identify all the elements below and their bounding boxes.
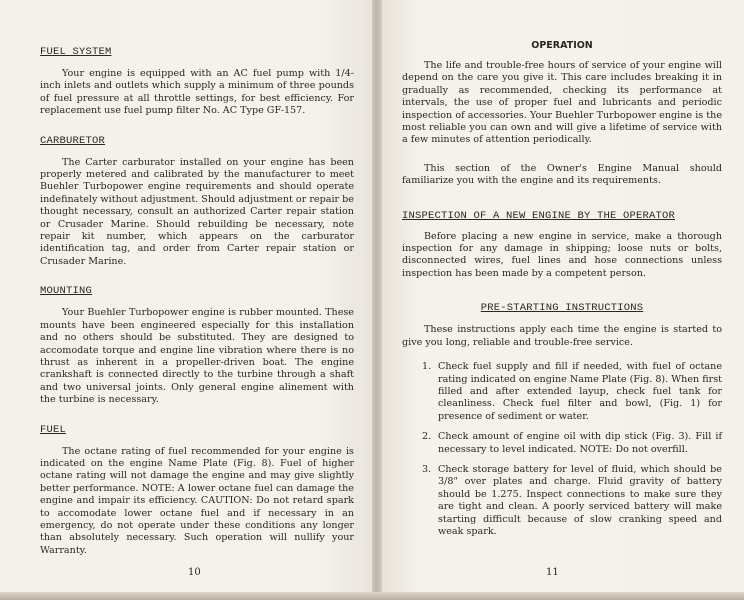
item-text: Check amount of engine oil with dip stick (Fig. 3). Fill if necessary to level indicated. NOTE: Do not overfill. [438,431,722,455]
carburetor-section [40,135,354,269]
item-text: Check fuel supply and fill if needed, with fuel of octane rating indicated on engine Name Plate (Fig. 8). When first filled and after extended layup, check fuel tank for cleanliness. Check fuel filter and bowl, (Fig. 1) for presence of sediment or water. [438,361,722,422]
item-text: Check storage battery for level of fluid, which should be 3/8" over plates and charge. Fluid gravity of battery should be 1.275. Inspect connections to make sure they are tight and clean. A poorly serviced battery will make starting difficult because of slow cranking speed and weak spark. [438,463,722,537]
section-text: These instructions apply each time the engine is started to give you long, reliable and trouble-free service. [402,324,722,348]
instruction-list [402,361,722,538]
item-number: 3. [422,463,432,475]
list-item [422,464,722,538]
section-text: Your engine is equipped with an AC fuel pump with 1/4-inch inlets and outlets which supply a minimum of three pounds of fuel pressure at all throttle settings, for best efficiency. For replacement use fuel pump filter No. AC Type GF-157. [40,68,354,117]
mounting-section [40,285,354,406]
section-heading: FUEL SYSTEM [40,46,112,58]
section-heading: INSPECTION OF A NEW ENGINE BY THE OPERATOR [402,209,676,222]
list-item [422,431,722,456]
item-number: 2. [422,431,432,443]
fuel-section [40,424,354,558]
fuel-system-section [40,46,354,118]
section-heading: FUEL [40,423,67,436]
section-text: Before placing a new engine in service, make a thorough inspection for any damage in shipping; loose nuts or bolts, disconnected wires, fuel lines and hose connections unless inspection has been made by a competent person. [402,230,722,279]
section-text: The octane rating of fuel recommended for your engine is indicated on the engine Name Plate (Fig. 8). Fuel of higher octane rating will not damage the engine and may give slightly better performance. NOTE: A lower octane fuel can damage the engine and impair its efficiency. CAUTION: Do not retard spark to accomodate lower octane fuel and if necessary in an emergency, do not operate under these conditions any longer than absolutely necessary. Such operation will nullify your Warranty. [40,445,354,556]
section-heading: MOUNTING [40,285,93,298]
section-heading: CARBURETOR [40,134,106,147]
book-gutter [372,0,382,600]
section-heading: PRE-STARTING INSTRUCTIONS [480,302,644,315]
pre-starting-section [402,302,722,538]
page-number: 10 [188,567,201,578]
section-text: Your Buehler Turbopower engine is rubber mounted. These mounts have been engineered especially for this installation and no others should be substituted. They are designed to accomodate torque and engine line vibration where there is no thrust as inherent in a propeller-driven boat. The engine crankshaft is connected directly to the turbine through a shaft and two universal joints. Only general engine alinement with the turbine is necessary. [40,307,354,406]
list-item [422,361,722,423]
page-number: 11 [546,567,559,578]
right-page [376,0,744,600]
section-text: The Carter carburator installed on your engine has been properly metered and calibrated by the manufacturer to meet Buehler Turbopower engine requirements and should operate indefinately without adjustment. Should adjustment or repair be thought necessary, consult an authorized Carter repair station or Crusader Marine. Should rebuilding be necessary, note repair kit number, which appears on the carburator identification tag, and order from Carter repair station or Crusader Marine. [40,156,354,267]
inspection-section [402,210,722,281]
item-number: 1. [422,361,432,373]
intro-paragraph: The life and trouble-free hours of service of your engine will depend on the care you give it. This care includes breaking it in gradually as recommended, checking its performance at intervals, the use of proper fuel and lubricants and periodic inspection of accessories. Your Buehler Turbopower engine is the most reliable you can own and will give a lifetime of service with a few minutes of attention periodically. [402,60,722,146]
intro-paragraph: This section of the Owner's Engine Manual should familiarize you with the engine and its requirements. [402,162,722,187]
page-edge-shadow [0,592,744,600]
page-title: OPERATION [531,40,593,51]
